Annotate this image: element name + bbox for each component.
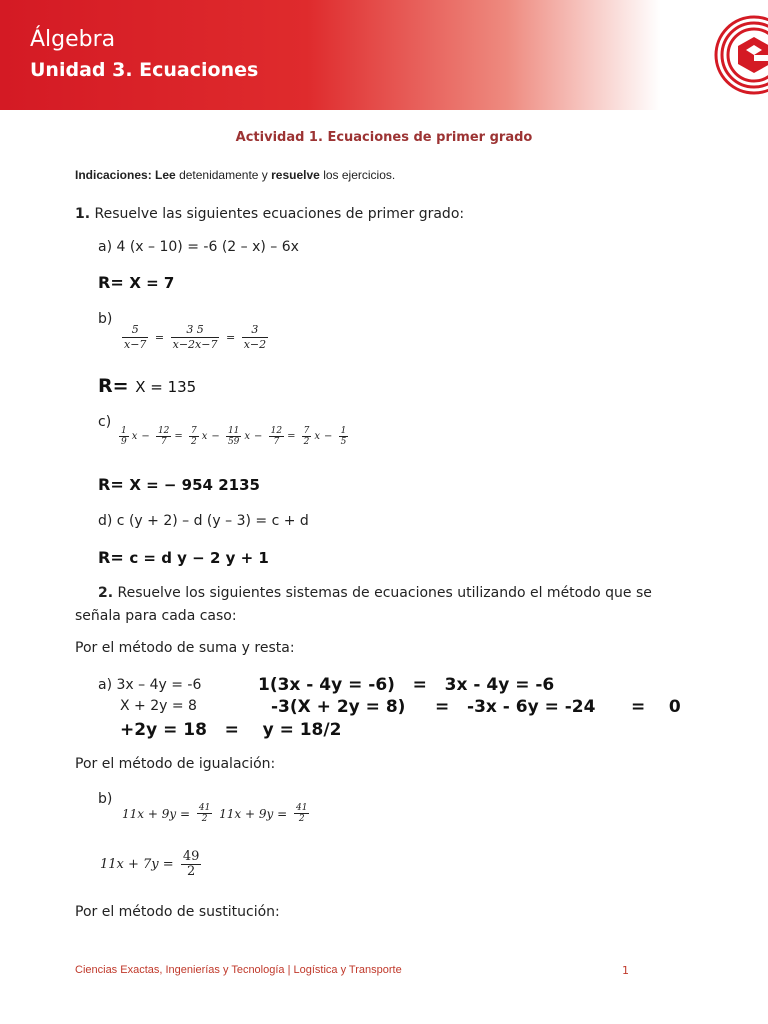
solution-step-3: +2y = 18 = y = 18/2 — [120, 720, 342, 740]
answer-value: X = 7 — [129, 274, 175, 292]
exercise-b-label: b) — [98, 311, 113, 327]
answer-d — [98, 548, 269, 567]
eq-b-numerator: 3 5 — [171, 323, 220, 338]
method-igualacion: Por el método de igualación: — [75, 756, 276, 772]
question-1-text: Resuelve las siguientes ecuaciones de primer grado: — [94, 206, 465, 222]
eq-c-numerator: 11 — [227, 426, 240, 436]
equation-b: $\frac{5}{x-7}$ = $\frac{3 5}{x-2x-7}$ = $\frac{3}{x-2}$ — [124, 323, 267, 351]
system-a-eq2: X + 2y = 8 — [120, 698, 197, 714]
eq-lhs: 11x + 9y = — [219, 806, 288, 821]
answer-value: X = 135 — [135, 378, 197, 396]
eq-c-variable: x — [244, 431, 251, 442]
indications-label: Indicaciones: — [75, 168, 152, 182]
eq-b-denominator: x−2 — [243, 338, 267, 351]
answer-label: R= — [98, 375, 129, 397]
indications-word-lee: Lee — [155, 168, 176, 182]
answer-label: R= — [98, 548, 124, 567]
eq-c-denominator: 2 — [190, 437, 197, 447]
eq-numerator: 41 — [198, 803, 211, 813]
footer-text: Ciencias Exactas, Ingenierías y Tecnología | Logística y Transporte — [75, 964, 402, 976]
answer-a — [98, 273, 174, 292]
answer-value: c = d y − 2 y + 1 — [129, 549, 269, 567]
answer-b — [98, 375, 196, 397]
question-1-number: 1. — [75, 206, 91, 222]
eq-c-variable: x — [131, 431, 138, 442]
eq-denominator: 2 — [201, 814, 208, 824]
eq-c-denominator: 2 — [303, 437, 310, 447]
eq-c-denominator: 9 — [121, 437, 127, 447]
answer-label: R= — [98, 273, 124, 292]
eq-numerator: 41 — [295, 803, 308, 813]
eq-denominator: 2 — [298, 814, 305, 824]
system-b-equation-2 — [98, 850, 202, 879]
system-b-label: b) — [98, 791, 113, 807]
activity-title: Actividad 1. Ecuaciones de primer grado — [235, 130, 533, 145]
eq-c-denominator: 59 — [227, 437, 240, 447]
question-2-text: Resuelve los siguientes sistemas de ecuaciones utilizando el método que se — [117, 585, 652, 601]
eq-c-numerator: 12 — [157, 426, 170, 436]
solution-step-1: 1(3x - 4y = -6) = 3x - 4y = -6 — [258, 675, 555, 695]
system-a-eq1: a) 3x – 4y = -6 — [98, 677, 202, 693]
answer-c — [98, 475, 260, 494]
eq-c-denominator: 7 — [273, 437, 280, 447]
eq-c-numerator: 12 — [270, 426, 283, 436]
question-2-text-line2: señala para cada caso: — [75, 608, 237, 624]
exercise-a: a) 4 (x – 10) = -6 (2 – x) – 6x — [98, 239, 299, 255]
eq-c-numerator: 7 — [303, 426, 310, 436]
header-banner — [0, 0, 768, 110]
exercise-d: d) c (y + 2) – d (y – 3) = c + d — [98, 513, 309, 529]
eq-lhs: 11x + 9y = — [122, 806, 191, 821]
indications-word-resuelve: resuelve — [271, 168, 320, 182]
eq-b-denominator: x−7 — [124, 338, 147, 351]
eq-lhs: 11x + 7y = — [100, 857, 174, 872]
exercise-c-label: c) — [98, 414, 112, 430]
indications-text-end: los ejercicios. — [323, 168, 396, 182]
solution-step-2: -3(X + 2y = 8) = -3x - 6y = -24 = 0 — [271, 697, 681, 717]
equation-c: $\frac{1}{9}$ x − $\frac{12}{7}$ = $\frac{7}{2}$ x − $\frac{11}{59}$ x − $\frac{12}{7}$ = $\frac{7}{2}$ x − $\frac{1}{5}$ — [121, 426, 347, 447]
eq-b-numerator: 3 — [242, 323, 268, 338]
indications-text: detenidamente y — [179, 168, 268, 182]
eq-numerator: 49 — [182, 849, 200, 864]
answer-label: R= — [98, 475, 124, 494]
question-2-number: 2. — [98, 585, 114, 601]
eq-denominator: 2 — [186, 864, 196, 879]
eq-c-variable: x — [314, 431, 321, 442]
university-logo-icon — [714, 12, 768, 98]
question-2 — [98, 585, 652, 601]
course-title: Álgebra — [30, 27, 116, 52]
method-suma-resta: Por el método de suma y resta: — [75, 640, 295, 656]
system-b-equation-1 — [120, 803, 310, 824]
eq-c-numerator: 7 — [190, 426, 197, 436]
method-sustitucion: Por el método de sustitución: — [75, 904, 280, 920]
page-number: 1 — [622, 964, 629, 977]
eq-c-numerator: 1 — [121, 426, 127, 436]
question-1 — [75, 206, 464, 222]
eq-c-numerator: 1 — [340, 426, 347, 436]
answer-value: X = − 954 2135 — [129, 476, 260, 494]
eq-c-denominator: 7 — [160, 437, 167, 447]
eq-c-variable: x — [201, 431, 208, 442]
eq-c-denominator: 5 — [340, 437, 347, 447]
unit-title: Unidad 3. Ecuaciones — [30, 59, 259, 81]
eq-b-denominator: x−2x−7 — [172, 338, 218, 351]
indications — [75, 168, 395, 182]
eq-b-numerator: 5 — [122, 323, 148, 338]
